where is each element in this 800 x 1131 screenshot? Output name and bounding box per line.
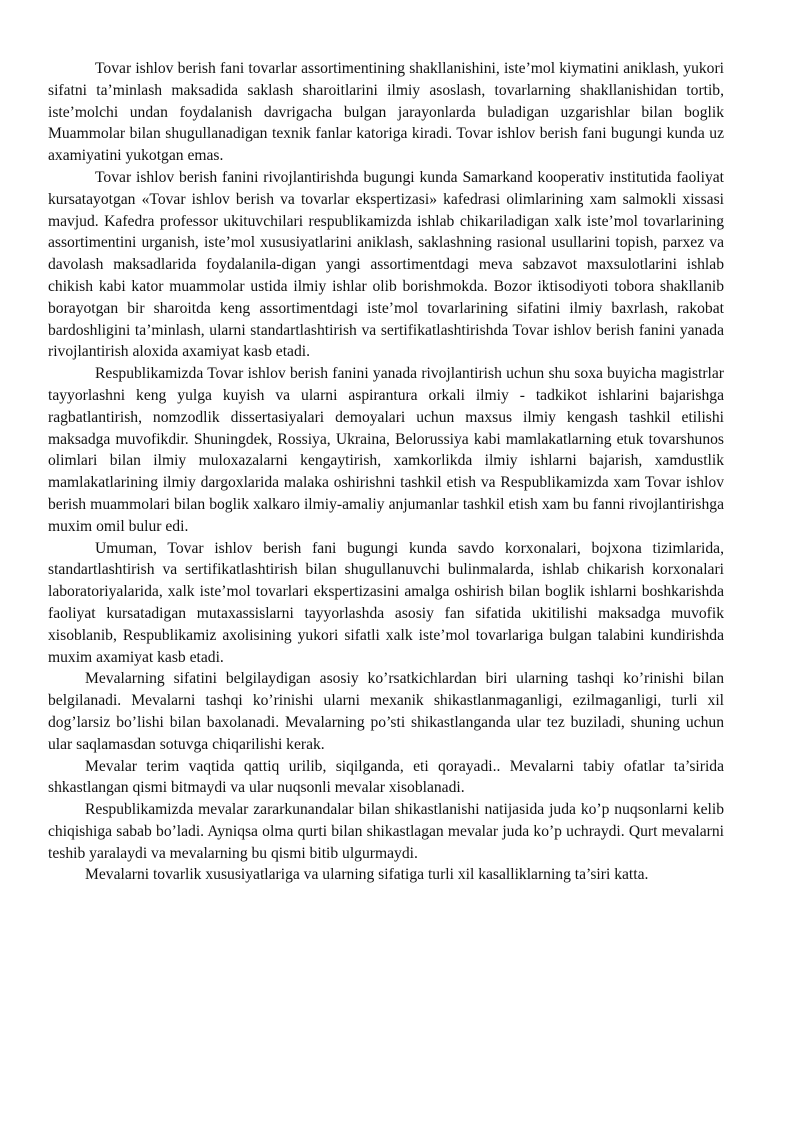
paragraph-1: Tovar ishlov berish fani tovarlar assortimentining shakllanishini, iste’mol kiymatini aniklash, yukori sifatni ta’minlash maksadida saklash sharoitlarini ilmiy asoslash, tovarlarning shakllanishidan tortib, iste’molchi undan foydalanish davrigacha bulgan jarayonlarda buladigan uzgarishlar bilan boglik Muammolar bilan shugullanadigan texnik fanlar katoriga kiradi. Tovar ishlov berish fani bugungi kunda uz axamiyatini yukotgan emas. (48, 60, 724, 165)
paragraph-6: Mevalar terim vaqtida qattiq urilib, siqilganda, eti qorayadi.. Mevalarni tabiy ofatlar ta’sirida shkastlangan qismi bitmaydi va ular nuqsonli mevalar xisoblanadi. (48, 757, 724, 797)
paragraph-2: Tovar ishlov berish fanini rivojlantirishda bugungi kunda Samarkand kooperativ institutida faoliyat kursatayotgan «Tovar ishlov berish va tovarlar ekspertizasi» kafedrasi olimlarining xam salmokli xissasi mavjud. Kafedra professor ukituvchilari respublikamizda ishlab chikariladigan xalk iste’mol tovarlarining assortimentini urganish, iste’mol xususiyatlarini aniklash, saklashning rasional usullarini topish, parxez va davolash maksadlarida foydalanila-digan yangi assortimentdagi meva sabzavot maxsulotlarini ishlab chikish kabi kator muammolar ustida ilmiy ishlar olib borishmokda. Bozor iktisodiyoti tobora shakllanib borayotgan bir sharoitda keng assortimentdagi iste’mol tovarlarining sifatini ilmiy baxrlash, rakobat bardoshligini ta’minlash, ularni standartlashtirish va sertifikatlashtirishda Tovar ishlov berish fanini yanada rivojlantirish aloxida axamiyat kasb etadi. (48, 168, 724, 361)
paragraph-7: Respublikamizda mevalar zararkunandalar bilan shikastlanishi natijasida juda ko’p nuqsonlarni kelib chiqishiga sabab bo’ladi. Ayniqsa olma qurti bilan shikastlagan mevalar juda ko’p uchraydi. Qurt mevalarni teshib yaralaydi va mevalarning bu qismi bitib ulgurmaydi. (48, 801, 724, 862)
paragraph-8: Mevalarni tovarlik xususiyatlariga va ularning sifatiga turli xil kasalliklarning ta’siri katta. (85, 866, 649, 884)
document-page (48, 58, 724, 886)
paragraph-5: Mevalarning sifatini belgilaydigan asosiy ko’rsatkichlardan biri ularning tashqi ko’rinishi bilan belgilanadi. Mevalarni tashqi ko’rinishi ularni mexanik shikastlanmaganligi, ezilmaganligi, turli xil dog’larsiz bo’lishi bilan baxolanadi. Mevalarning po’sti shikastlanganda ular tez buziladi, shuning uchun ular saqlamasdan sotuvga chiqarilishi kerak. (48, 670, 724, 753)
paragraph-4: Umuman, Tovar ishlov berish fani bugungi kunda savdo korxonalari, bojxona tizimlarida, standartlashtirish va sertifikatlashtirish bilan shugullanuvchi bulinmalarda, ishlab chikarish korxonalari laboratoriyalarida, xalk iste’mol tovarlari ekspertizasini amalga oshirish bilan boglik ishlarni boshkarishda faoliyat kursatadigan mutaxassislarni tayyorlashda asosiy fan sifatida ukitilishi maksadga muvofik xisoblanib, Respublikamiz axolisining yukori sifatli xalk iste’mol tovarlariga bulgan talabini kundirishda muxim axamiyat kasb etadi. (48, 539, 724, 666)
paragraph-3: Respublikamizda Tovar ishlov berish fanini yanada rivojlantirish uchun shu soxa buyicha magistrlar tayyorlashni keng yulga kuyish va ularni aspirantura orkali ilmiy - tadkikot ishlarini bajarishga ragbatlantirish, nomzodlik dissertasiyalari demoyalari uchun maxsus ilmiy kengash tashkil etilishi maksadga muvofikdir. Shuningdek, Rossiya, Ukraina, Belorussiya kabi mamlakatlarning etuk tovarshunos olimlari bilan ilmiy muloxazalarni kengaytirish, xamkorlikda ilmiy ishlarni bajarish, xamdustlik mamlakatlarining ilmiy dargoxlarida malaka oshirishni tashkil etish va Respublikamizda xam Tovar ishlov berish muammolari bilan boglik xalkaro ilmiy-amaliy anjumanlar tashkil etish xam bu fanni rivojlantirishga muxim omil bulur edi. (48, 365, 724, 535)
